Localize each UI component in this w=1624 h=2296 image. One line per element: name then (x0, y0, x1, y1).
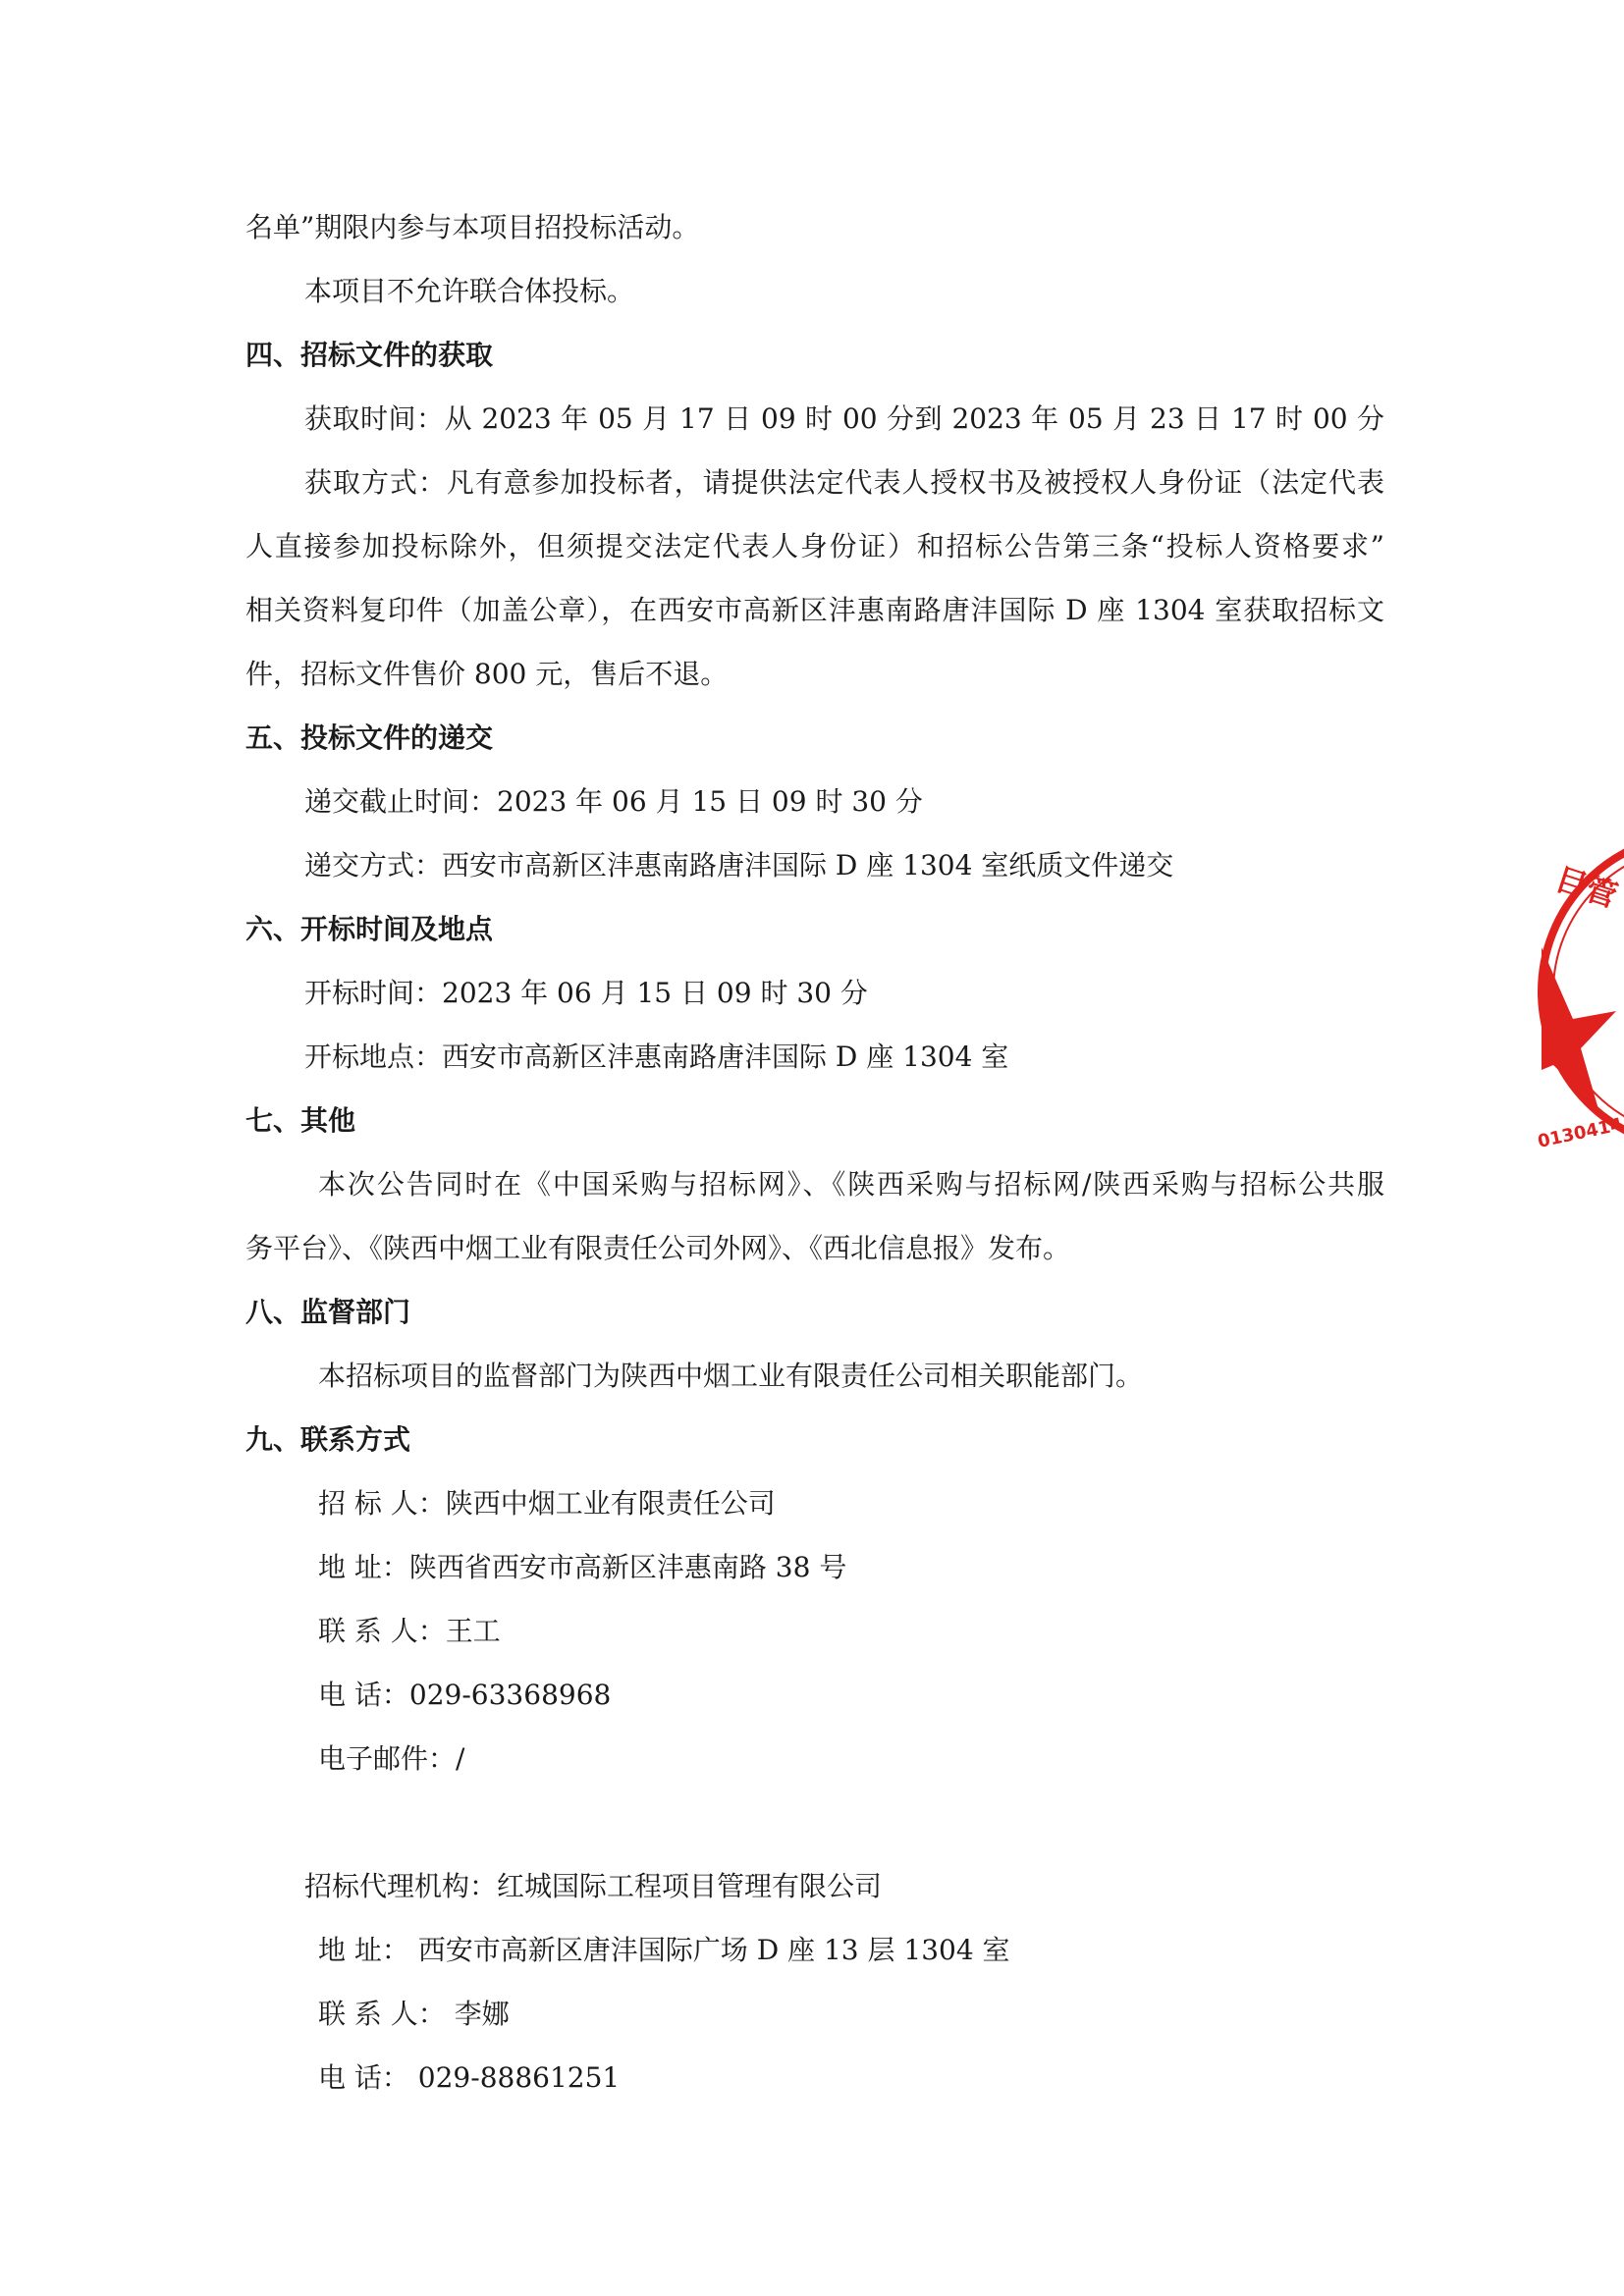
contact-line: 地 址： 西安市高新区唐沣国际广场 D 座 13 层 1304 室 (318, 1934, 1010, 1966)
official-seal (1532, 825, 1624, 1158)
contact-line: 联 系 人： 李娜 (318, 1998, 510, 2030)
contact-line: 招标代理机构：红城国际工程项目管理有限公司 (304, 1870, 883, 1902)
text-line: 人直接参加投标除外，但须提交法定代表人身份证）和招标公告第三条“投标人资格要求” (245, 530, 1384, 562)
text-line: 本项目不允许联合体投标。 (304, 275, 635, 307)
text-line: 递交方式：西安市高新区沣惠南路唐沣国际 D 座 1304 室纸质文件递交 (304, 849, 1174, 881)
seal-digits: 0130414 (1536, 1114, 1624, 1152)
text-line: 获取时间：从 2023 年 05 月 17 日 09 时 00 分到 2023 年 05 月 23 日 17 时 00 分 (304, 402, 1384, 435)
text-line: 件，招标文件售价 800 元，售后不退。 (245, 658, 729, 690)
section-heading: 六、开标时间及地点 (245, 913, 494, 945)
contact-line: 招 标 人：陕西中烟工业有限责任公司 (318, 1487, 776, 1520)
seal-chars: 目管 (1550, 860, 1622, 915)
contact-line: 地 址：陕西省西安市高新区沣惠南路 38 号 (318, 1551, 847, 1583)
text-line: 相关资料复印件（加盖公章），在西安市高新区沣惠南路唐沣国际 D 座 1304 室获取招标文 (245, 594, 1384, 626)
section-heading: 七、其他 (245, 1104, 356, 1137)
contact-line: 电 话： 029-88861251 (318, 2061, 621, 2094)
section-heading: 八、监督部门 (245, 1296, 411, 1328)
section-heading: 四、招标文件的获取 (245, 339, 494, 371)
section-heading: 五、投标文件的递交 (245, 721, 494, 754)
contact-line: 电子邮件：/ (318, 1742, 465, 1775)
text-line: 名单”期限内参与本项目招投标活动。 (245, 211, 700, 243)
contact-line: 联 系 人：王工 (318, 1615, 501, 1647)
text-line: 递交截止时间：2023 年 06 月 15 日 09 时 30 分 (304, 785, 923, 818)
text-line: 务平台》、《陕西中烟工业有限责任公司外网》、《西北信息报》发布。 (245, 1232, 1071, 1264)
text-line: 本招标项目的监督部门为陕西中烟工业有限责任公司相关职能部门。 (318, 1360, 1144, 1392)
text-line: 开标地点：西安市高新区沣惠南路唐沣国际 D 座 1304 室 (304, 1041, 1009, 1073)
section-heading: 九、联系方式 (245, 1423, 411, 1456)
contact-line: 电 话：029-63368968 (318, 1679, 612, 1711)
text-line: 获取方式：凡有意参加投标者，请提供法定代表人授权书及被授权人身份证（法定代表 (304, 466, 1384, 499)
text-line: 本次公告同时在《中国采购与招标网》、《陕西采购与招标网/陕西采购与招标公共服 (318, 1168, 1384, 1201)
text-line: 开标时间：2023 年 06 月 15 日 09 时 30 分 (304, 977, 868, 1009)
